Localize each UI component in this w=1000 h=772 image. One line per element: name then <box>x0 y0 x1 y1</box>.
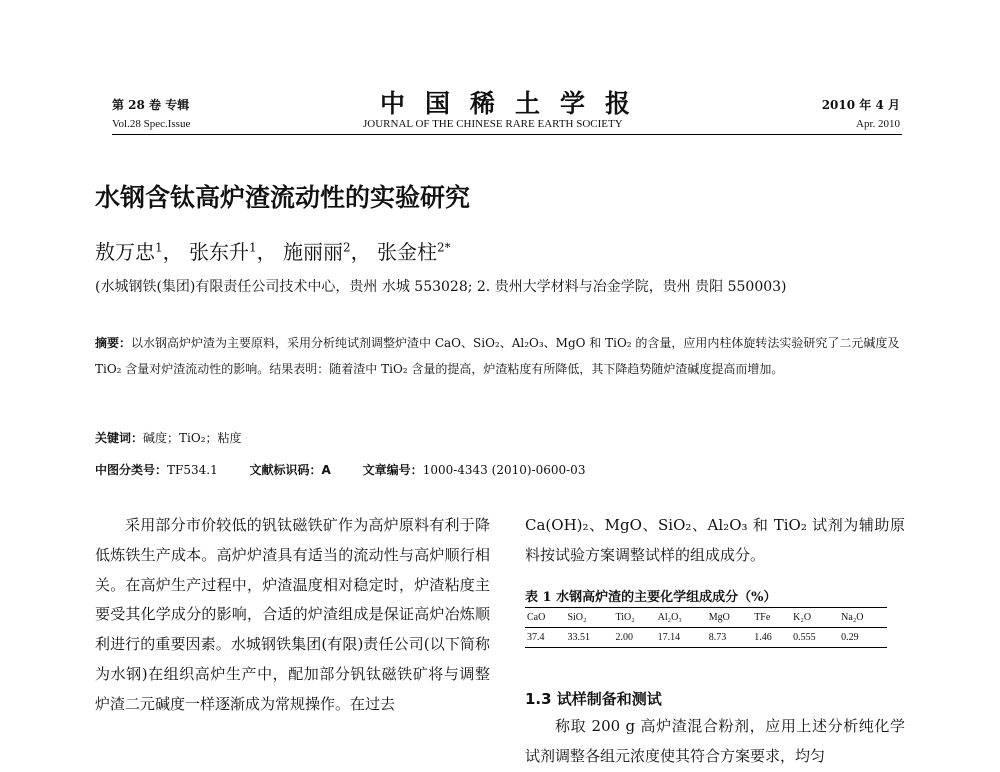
composition-table <box>525 607 887 648</box>
journal-title-cn: 中国稀土学报 <box>380 89 651 118</box>
table-header-cell: CaO <box>525 608 565 628</box>
body-left-column: 采用部分市价较低的钒钛磁铁矿作为高炉原料有利于降低炼铁生产成本。高炉炉渣具有适当的流动性与高炉顺行相关。在高炉生产过程中，炉渣温度相对稳定时，炉渣粘度主要受其化学成分的影响，合适的炉渣组成是保证高炉冶炼顺利进行的重要因素。水城钢铁集团(有限)责任公司(以下简称为水钢)在组织高炉生产中，配加部分钒钛磁铁矿将与调整炉渣二元碱度一样逐渐成为常规操作。在过去 <box>95 516 490 713</box>
table-header-cell: TiO₂ <box>613 608 655 628</box>
header-volume-cn: 第 28 卷 专辑 <box>112 98 190 112</box>
paper-title: 水钢含钛高炉渣流动性的实验研究 <box>95 183 471 212</box>
table-cell: 37.4 <box>525 628 565 648</box>
article-no-label: 文章编号： <box>362 463 423 477</box>
table-header-row <box>525 608 887 628</box>
header-date-en: Apr. 2010 <box>856 118 900 130</box>
table-header-cell: K₂O <box>791 608 839 628</box>
clc-value: TF534.1 <box>167 463 218 477</box>
table-header-cell: Na₂O <box>839 608 887 628</box>
table-cell: 1.46 <box>752 628 791 648</box>
table-cell: 17.14 <box>656 628 707 648</box>
author-mark: 2 <box>343 240 351 255</box>
header-date-cn: 2010 年 4 月 <box>821 98 900 112</box>
table-header-cell: SiO₂ <box>565 608 613 628</box>
classification-line <box>95 461 585 478</box>
table-cell: 0.555 <box>791 628 839 648</box>
author-name: 张东升 <box>189 240 249 264</box>
author-name: 敖万忠 <box>95 240 155 264</box>
table-cell: 8.73 <box>707 628 753 648</box>
keywords-label: 关键词： <box>95 431 144 445</box>
keywords <box>95 429 242 446</box>
author-list <box>95 236 451 265</box>
author-separator: ， <box>256 240 277 264</box>
table-cell: 33.51 <box>565 628 613 648</box>
author-separator: ， <box>162 240 183 264</box>
table-caption: 表 1 水钢高炉渣的主要化学组成成分（%） <box>525 590 777 605</box>
abstract-text: 以水钢高炉炉渣为主要原料，采用分析纯试剂调整炉渣中 CaO、SiO₂、Al₂O₃、MgO 和 TiO₂ 的含量，应用内柱体旋转法实验研究了二元碱度及 TiO₂ 含量对炉渣流动性的影响。结果表明：随着渣中 TiO₂ 含量的提高，炉渣粘度有所降低，其下降趋势随炉渣碱度提高而增加。 <box>95 336 900 376</box>
body-right-column-top: Ca(OH)₂、MgO、SiO₂、Al₂O₃ 和 TiO₂ 试剂为辅助原料按试验方案调整试样的组成成分。 <box>525 516 905 564</box>
table-header-cell: Al₂O₃ <box>656 608 707 628</box>
clc-label: 中图分类号： <box>95 463 168 477</box>
table-cell: 0.29 <box>839 628 887 648</box>
doc-code-value: A <box>321 463 331 477</box>
journal-title-en: JOURNAL OF THE CHINESE RARE EARTH SOCIETY <box>363 118 623 130</box>
doc-code-label: 文献标识码： <box>249 463 322 477</box>
body-right-column-bottom: 称取 200 g 高炉渣混合粉剂，应用上述分析纯化学试剂调整各组元浓度使其符合方案要求，均匀 <box>525 717 905 765</box>
table-header-cell: TFe <box>752 608 791 628</box>
section-heading: 1.3 试样制备和测试 <box>525 690 662 708</box>
author-name: 施丽丽 <box>283 240 343 264</box>
abstract-label: 摘要： <box>95 336 132 350</box>
abstract <box>95 330 910 382</box>
header-volume-en: Vol.28 Spec.Issue <box>112 118 191 130</box>
author-mark: 1 <box>249 240 257 255</box>
keywords-text: 碱度；TiO₂；粘度 <box>143 431 242 445</box>
affiliation: (水城钢铁(集团)有限责任公司技术中心，贵州 水城 553028; 2. 贵州大学材料与冶金学院，贵州 贵阳 550003) <box>95 279 787 295</box>
table-row <box>525 628 887 648</box>
author-mark: 2* <box>437 240 451 255</box>
table-cell: 2.00 <box>613 628 655 648</box>
table-header-cell: MgO <box>707 608 753 628</box>
author-separator: ， <box>350 240 371 264</box>
author-mark: 1 <box>155 240 163 255</box>
header-rule <box>112 134 902 135</box>
article-no-value: 1000-4343 (2010)-0600-03 <box>422 463 586 477</box>
author-name: 张金柱 <box>377 240 437 264</box>
